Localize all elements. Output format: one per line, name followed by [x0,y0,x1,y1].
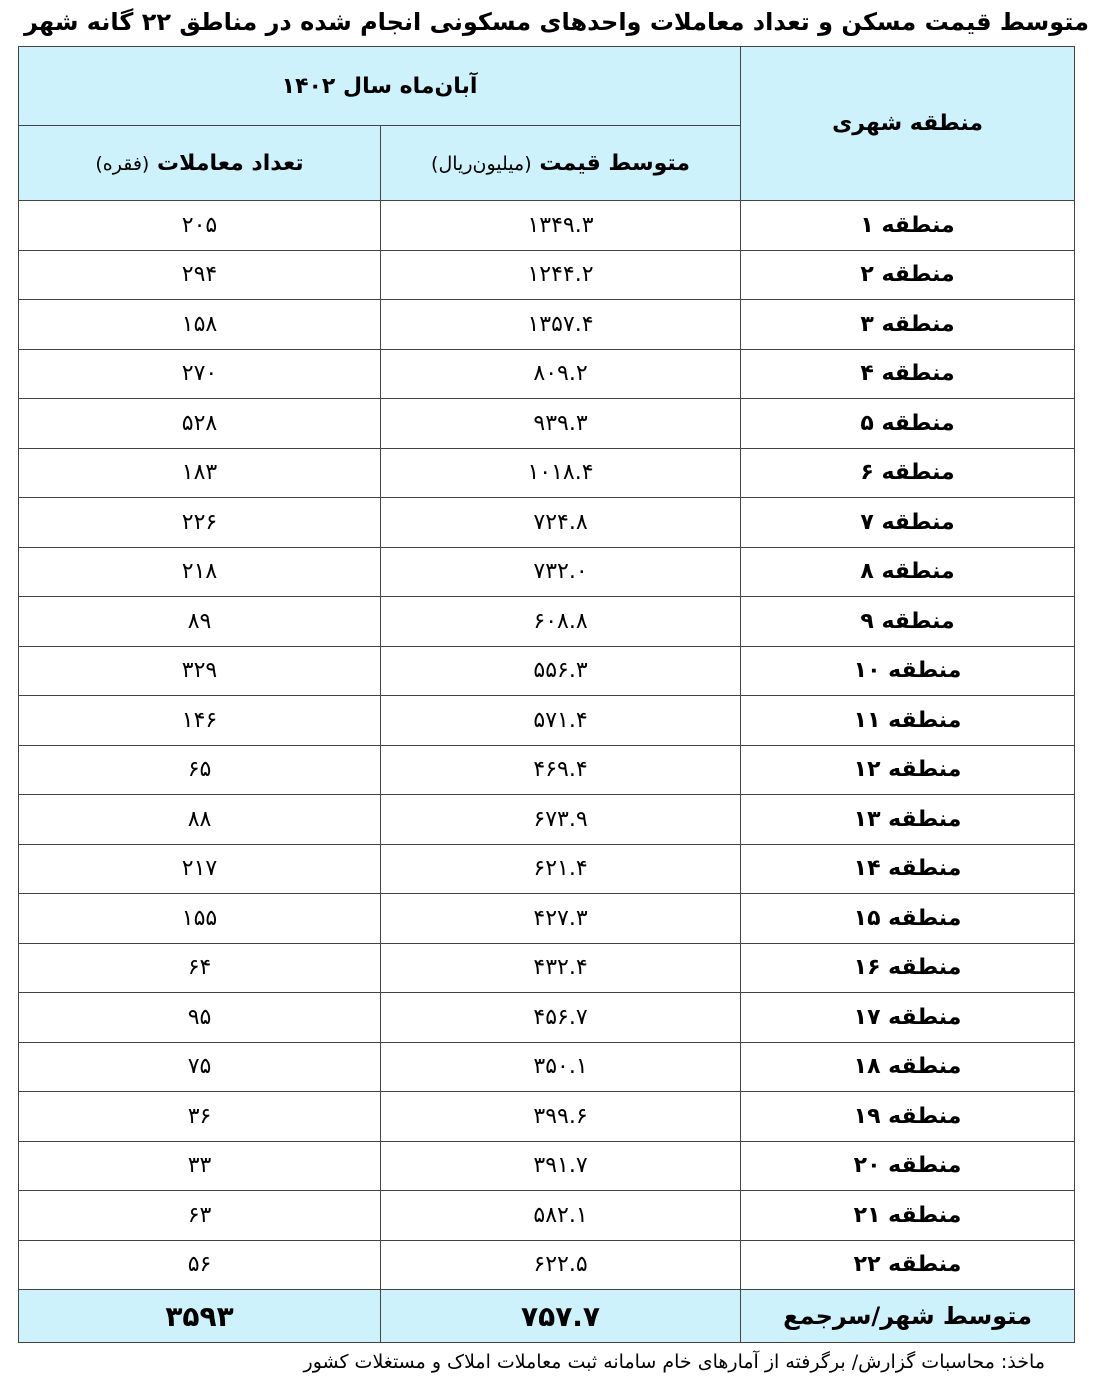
price-cell: ۴۳۲.۴ [381,943,741,993]
table-row [19,795,1075,845]
table-row [19,993,1075,1043]
region-cell: منطقه ۵ [741,399,1075,449]
price-cell: ۱۰۱۸.۴ [381,448,741,498]
region-cell: منطقه ۲۰ [741,1141,1075,1191]
region-cell: منطقه ۱۲ [741,745,1075,795]
region-cell: منطقه ۲۲ [741,1240,1075,1290]
count-cell: ۱۸۳ [19,448,381,498]
table-row [19,250,1075,300]
count-cell: ۸۸ [19,795,381,845]
table-row [19,547,1075,597]
region-cell: منطقه ۱۳ [741,795,1075,845]
count-cell: ۶۵ [19,745,381,795]
table-row [19,943,1075,993]
region-cell: منطقه ۱۴ [741,844,1075,894]
count-cell: ۶۳ [19,1191,381,1241]
count-cell: ۹۵ [19,993,381,1043]
table-row [19,448,1075,498]
region-cell: منطقه ۱۹ [741,1092,1075,1142]
price-cell: ۹۳۹.۳ [381,399,741,449]
housing-table [18,46,1075,1343]
price-cell: ۳۹۱.۷ [381,1141,741,1191]
total-price: ۷۵۷.۷ [381,1290,741,1343]
table-row [19,201,1075,251]
region-cell: منطقه ۱ [741,201,1075,251]
price-cell: ۴۲۷.۳ [381,894,741,944]
count-cell: ۸۹ [19,597,381,647]
count-cell: ۲۱۸ [19,547,381,597]
region-cell: منطقه ۹ [741,597,1075,647]
region-cell: منطقه ۱۷ [741,993,1075,1043]
table-row [19,498,1075,548]
table-row [19,1141,1075,1191]
table-row [19,597,1075,647]
price-cell: ۶۷۳.۹ [381,795,741,845]
table-row [19,844,1075,894]
region-cell: منطقه ۱۱ [741,696,1075,746]
page-title: متوسط قیمت مسکن و تعداد معاملات واحدهای مسکونی انجام شده در مناطق ۲۲ گانه شهر [24,8,1089,36]
region-cell: منطقه ۱۰ [741,646,1075,696]
price-cell: ۳۵۰.۱ [381,1042,741,1092]
count-cell: ۳۶ [19,1092,381,1142]
total-label: متوسط شهر/سرجمع [741,1290,1075,1343]
total-count: ۳۵۹۳ [19,1290,381,1343]
header-region: منطقه شهری [741,47,1075,201]
price-cell: ۵۵۶.۳ [381,646,741,696]
region-cell: منطقه ۱۶ [741,943,1075,993]
count-cell: ۶۴ [19,943,381,993]
price-cell: ۶۲۲.۵ [381,1240,741,1290]
count-cell: ۵۶ [19,1240,381,1290]
table-row [19,894,1075,944]
price-cell: ۶۲۱.۴ [381,844,741,894]
source-note: ماخذ: محاسبات گزارش/ برگرفته از آمارهای خام سامانه ثبت معاملات املاک و مستغلات کشور [303,1351,1045,1373]
region-cell: منطقه ۲۱ [741,1191,1075,1241]
count-cell: ۲۰۵ [19,201,381,251]
table-row [19,1191,1075,1241]
table-row [19,696,1075,746]
header-count-unit: (فقره) [95,152,150,175]
price-cell: ۴۵۶.۷ [381,993,741,1043]
table-row [19,1042,1075,1092]
price-cell: ۱۳۴۹.۳ [381,201,741,251]
table-header [19,47,1075,201]
table-row [19,646,1075,696]
count-cell: ۲۷۰ [19,349,381,399]
table-row [19,1092,1075,1142]
count-cell: ۱۵۵ [19,894,381,944]
table-row [19,349,1075,399]
region-cell: منطقه ۱۵ [741,894,1075,944]
header-count [19,126,381,201]
header-price-unit: (میلیون‌ریال) [431,152,532,175]
count-cell: ۵۲۸ [19,399,381,449]
price-cell: ۴۶۹.۴ [381,745,741,795]
table-row [19,300,1075,350]
price-cell: ۷۲۴.۸ [381,498,741,548]
count-cell: ۲۱۷ [19,844,381,894]
count-cell: ۷۵ [19,1042,381,1092]
price-cell: ۱۲۴۴.۲ [381,250,741,300]
count-cell: ۲۲۶ [19,498,381,548]
price-cell: ۱۳۵۷.۴ [381,300,741,350]
table-row [19,745,1075,795]
header-price-label: متوسط قیمت [539,150,690,176]
count-cell: ۱۴۶ [19,696,381,746]
region-cell: منطقه ۱۸ [741,1042,1075,1092]
price-cell: ۵۷۱.۴ [381,696,741,746]
price-cell: ۵۸۲.۱ [381,1191,741,1241]
price-cell: ۶۰۸.۸ [381,597,741,647]
price-cell: ۳۹۹.۶ [381,1092,741,1142]
table-row [19,399,1075,449]
region-cell: منطقه ۶ [741,448,1075,498]
count-cell: ۲۹۴ [19,250,381,300]
header-count-label: تعداد معاملات [157,150,304,176]
price-cell: ۷۳۲.۰ [381,547,741,597]
table-body [19,201,1075,1290]
count-cell: ۳۳ [19,1141,381,1191]
price-cell: ۸۰۹.۲ [381,349,741,399]
region-cell: منطقه ۷ [741,498,1075,548]
region-cell: منطقه ۴ [741,349,1075,399]
header-price [381,126,741,201]
header-period: آبان‌ماه سال ۱۴۰۲ [19,47,741,126]
total-row [19,1290,1075,1343]
region-cell: منطقه ۳ [741,300,1075,350]
table-row [19,1240,1075,1290]
region-cell: منطقه ۲ [741,250,1075,300]
count-cell: ۱۵۸ [19,300,381,350]
count-cell: ۳۲۹ [19,646,381,696]
region-cell: منطقه ۸ [741,547,1075,597]
